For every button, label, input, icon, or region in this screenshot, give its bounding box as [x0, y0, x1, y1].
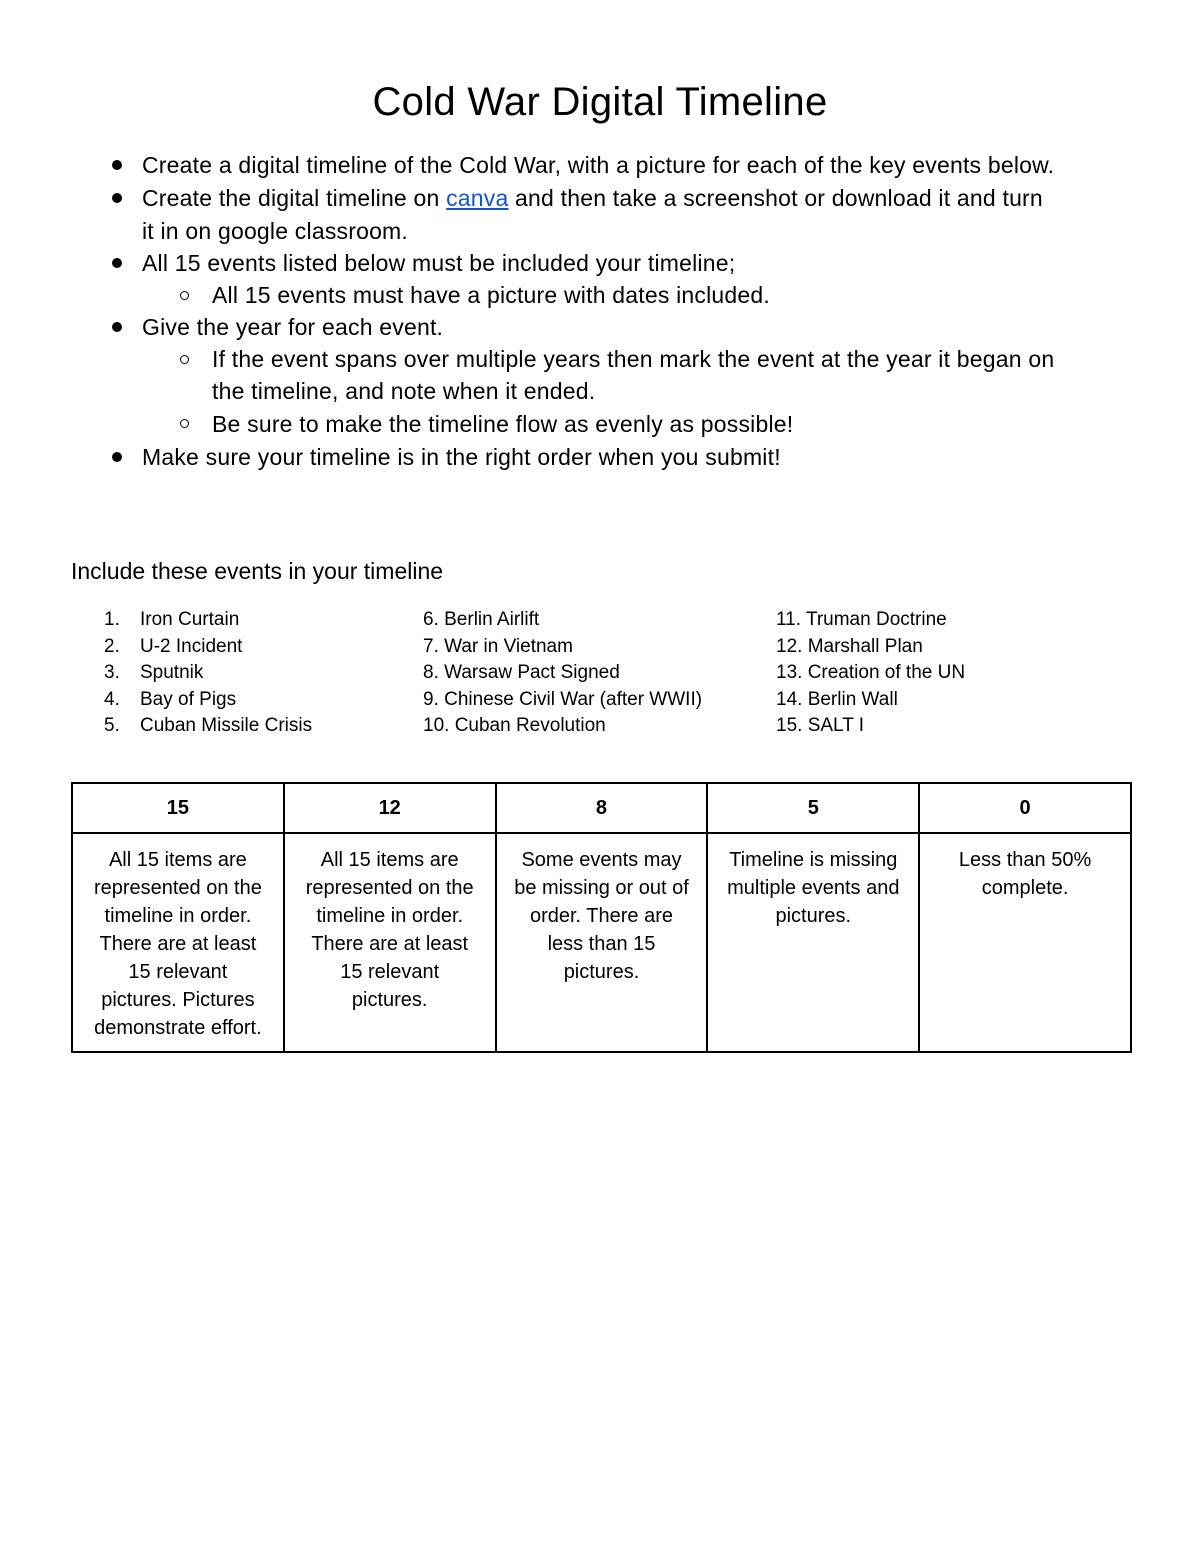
instruction-create-timeline: Create a digital timeline of the Cold War, with a picture for each of the key events below. — [142, 152, 1055, 178]
rubric-line: complete. — [981, 877, 1069, 899]
bullet-dot — [112, 452, 122, 462]
rubric-line: All 15 items are — [108, 849, 247, 871]
event-number: 1. — [104, 609, 120, 630]
rubric-line: represented on the — [305, 877, 474, 899]
instruction-canva-continued: it in on google classroom. — [142, 218, 409, 244]
rubric-score: 12 — [284, 783, 496, 833]
rubric-line: Timeline is missing — [729, 849, 898, 871]
rubric-table — [71, 782, 1132, 1053]
event-item: 13. Creation of the UN — [776, 662, 966, 683]
event-label: Sputnik — [140, 662, 204, 683]
rubric-line: All 15 items are — [320, 849, 459, 871]
event-number: 3. — [104, 662, 120, 683]
rubric-line: multiple events and — [727, 877, 900, 899]
rubric-score-row — [72, 783, 1131, 833]
event-label: U-2 Incident — [140, 636, 243, 657]
instruction-canva — [142, 182, 1043, 214]
sub-bullet-ring — [180, 419, 189, 428]
rubric-score: 0 — [919, 783, 1131, 833]
event-item: 15. SALT I — [776, 715, 865, 736]
event-item — [104, 634, 242, 660]
instruction-canva-post: and then take a screenshot or download it and turn — [508, 185, 1043, 211]
event-item — [104, 713, 312, 739]
instruction-pictures-dates: All 15 events must have a picture with dates included. — [212, 282, 770, 308]
rubric-line: Less than 50% — [958, 849, 1092, 871]
rubric-line: Some events may — [521, 849, 682, 871]
event-label: Bay of Pigs — [140, 689, 237, 710]
rubric-line: pictures. — [775, 905, 852, 927]
rubric-line: be missing or out of — [514, 877, 689, 899]
bullet-dot — [112, 193, 122, 203]
instruction-right-order: Make sure your timeline is in the right order when you submit! — [142, 444, 781, 470]
rubric-score: 15 — [72, 783, 284, 833]
rubric-line: less than 15 — [547, 933, 656, 955]
rubric-line: pictures. — [563, 961, 640, 983]
rubric-description — [72, 833, 284, 1052]
event-number: 2. — [104, 636, 120, 657]
event-label: Iron Curtain — [140, 609, 240, 630]
rubric-line: represented on the — [93, 877, 262, 899]
rubric-description — [707, 833, 919, 1052]
rubric-line: demonstrate effort. — [94, 1017, 262, 1039]
rubric-line: timeline in order. — [316, 905, 464, 927]
rubric-line: order. There are — [529, 905, 674, 927]
rubric-line: 15 relevant — [128, 961, 228, 983]
event-item — [104, 687, 236, 713]
instruction-even-flow: Be sure to make the timeline flow as evenly as possible! — [212, 411, 794, 437]
event-item: 10. Cuban Revolution — [423, 715, 606, 736]
rubric-score: 8 — [496, 783, 708, 833]
event-item: 9. Chinese Civil War (after WWII) — [423, 689, 703, 710]
bullet-dot — [112, 322, 122, 332]
event-item: 8. Warsaw Pact Signed — [423, 662, 620, 683]
sub-bullet-ring — [180, 291, 189, 300]
events-heading: Include these events in your timeline — [71, 558, 444, 584]
page-title: Cold War Digital Timeline — [372, 80, 828, 124]
bullet-dot — [112, 160, 122, 170]
rubric-description — [919, 833, 1131, 1052]
instruction-multi-year: If the event spans over multiple years then mark the event at the year it began on — [212, 346, 1055, 372]
event-item: 14. Berlin Wall — [776, 689, 898, 710]
event-item — [104, 607, 239, 633]
event-item — [104, 660, 203, 686]
event-number: 5. — [104, 715, 120, 736]
instruction-all-events: All 15 events listed below must be included your timeline; — [142, 250, 736, 276]
event-item: 11. Truman Doctrine — [776, 609, 947, 630]
rubric-line: timeline in order. — [104, 905, 252, 927]
event-label: Cuban Missile Crisis — [140, 715, 313, 736]
rubric-line: pictures. — [351, 989, 428, 1011]
event-item: 12. Marshall Plan — [776, 636, 923, 657]
instruction-give-year: Give the year for each event. — [142, 314, 444, 340]
rubric-line: pictures. Pictures — [101, 989, 255, 1011]
rubric-line: There are at least — [99, 933, 257, 955]
instruction-multi-year-continued: the timeline, and note when it ended. — [212, 378, 596, 404]
event-item: 7. War in Vietnam — [423, 636, 573, 657]
rubric-description — [496, 833, 708, 1052]
canva-link[interactable]: canva — [446, 185, 509, 211]
rubric-line: 15 relevant — [340, 961, 440, 983]
event-item: 6. Berlin Airlift — [423, 609, 540, 630]
rubric-score: 5 — [707, 783, 919, 833]
instruction-canva-pre: Create the digital timeline on — [142, 185, 447, 211]
event-number: 4. — [104, 689, 120, 710]
rubric-description-row — [72, 833, 1131, 1052]
bullet-dot — [112, 258, 122, 268]
rubric-description — [284, 833, 496, 1052]
sub-bullet-ring — [180, 355, 189, 364]
rubric-line: There are at least — [311, 933, 469, 955]
